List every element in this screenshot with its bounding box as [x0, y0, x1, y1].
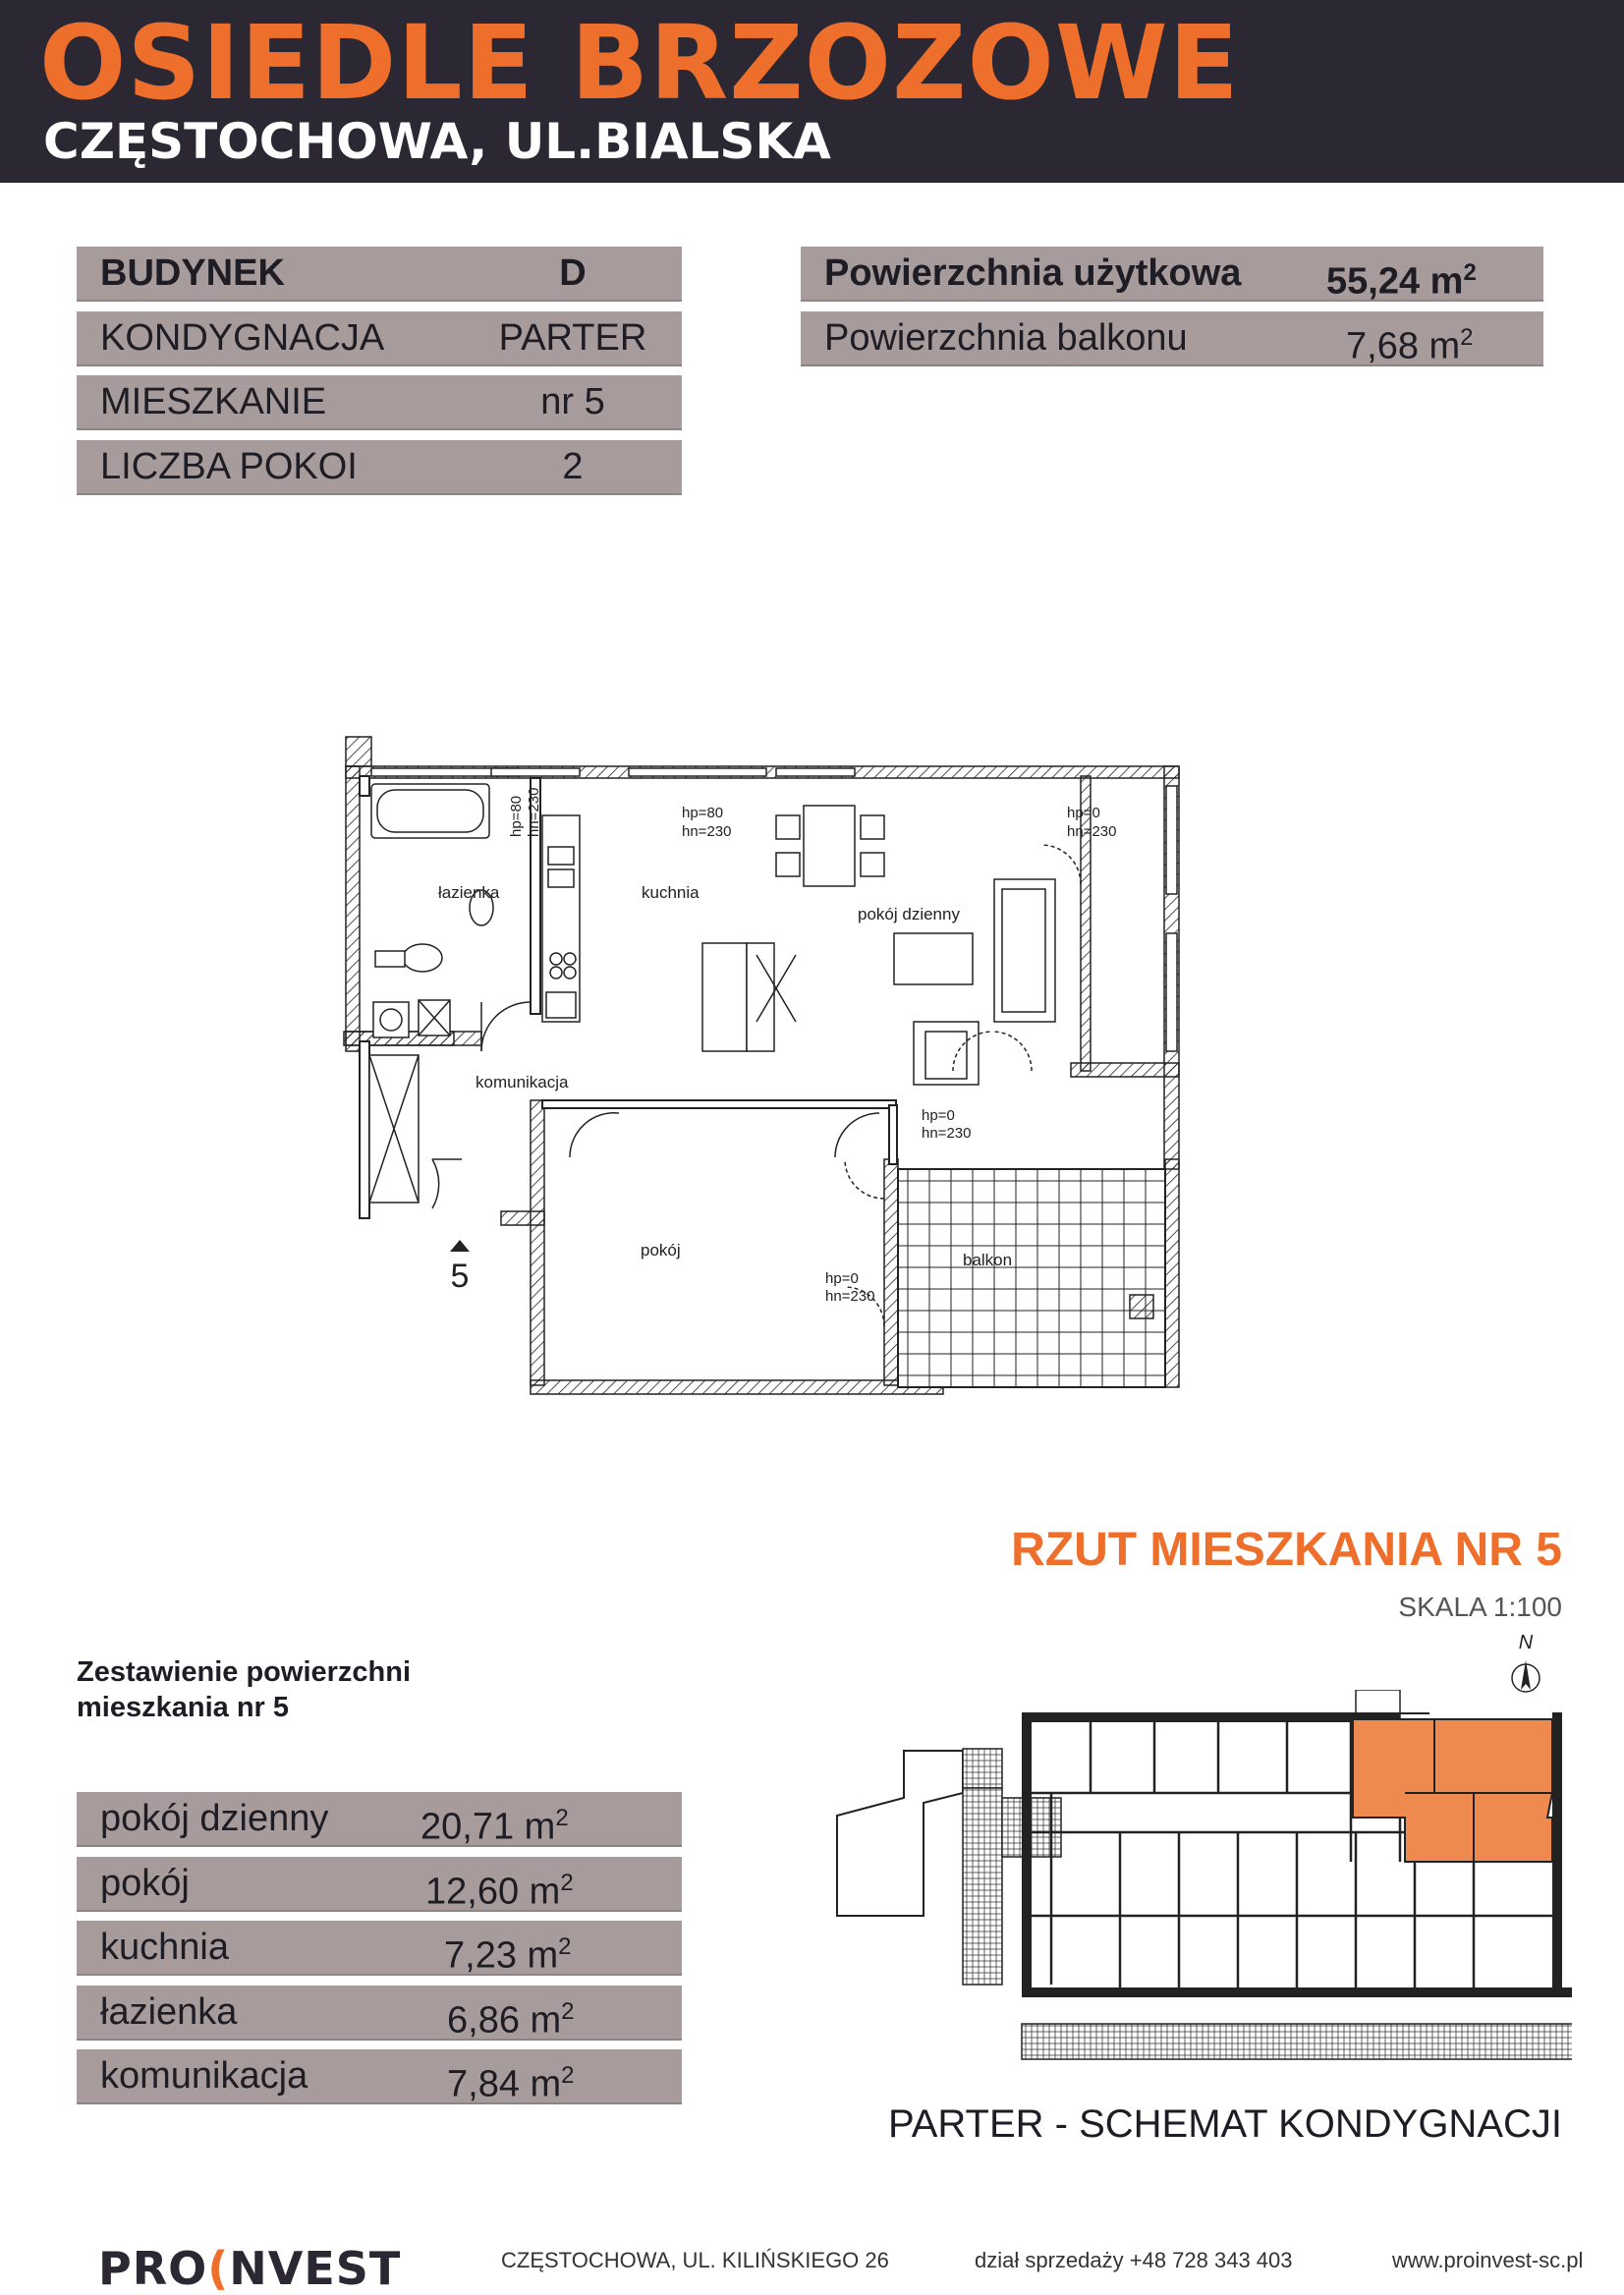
room-name: kuchnia	[100, 1927, 229, 1968]
room-label-hall: komunikacja	[476, 1073, 569, 1092]
area-value	[1346, 311, 1474, 373]
detail-label: BUDYNEK	[100, 252, 285, 294]
footer-address: CZĘSTOCHOWA, UL. KILIŃSKIEGO 26	[501, 2248, 889, 2272]
room-area	[444, 1921, 572, 1983]
room-area-number: 12,60 m	[425, 1871, 561, 1913]
room-area-sup: 2	[558, 1933, 572, 1960]
room-label-kitchen: kuchnia	[642, 883, 700, 902]
room-row	[77, 1986, 682, 2041]
area-label: Powierzchnia balkonu	[824, 317, 1188, 359]
detail-label: MIESZKANIE	[100, 381, 327, 422]
apartment-floor-plan	[324, 727, 1189, 1415]
storage-cupboard	[369, 1055, 419, 1203]
bath-window-hp: hp=80	[508, 795, 525, 837]
room-label-balcony: balkon	[963, 1251, 1013, 1269]
room-name: łazienka	[100, 1991, 238, 2033]
room-label-room: pokój	[641, 1241, 681, 1259]
living-window-hp: hp=0	[1067, 805, 1100, 821]
room-area-sup: 2	[561, 1998, 575, 2025]
area-label: Powierzchnia użytkowa	[824, 252, 1242, 294]
project-location: CZĘSTOCHOWA, UL.BIALSKA	[43, 113, 831, 170]
room-row	[77, 1792, 682, 1847]
detail-value: 2	[562, 446, 584, 487]
north-label: N	[1518, 1632, 1534, 1653]
room-area	[447, 1986, 575, 2047]
footer-sales-phone: dział sprzedaży +48 728 343 403	[975, 2248, 1293, 2272]
balcony-door-hn: hn=230	[922, 1125, 972, 1142]
bath-window-hn: hn=230	[526, 787, 542, 837]
room-door-hp: hp=0	[825, 1270, 859, 1287]
room-row	[77, 1857, 682, 1912]
room-label-bathroom: łazienka	[438, 883, 500, 902]
detail-label: LICZBA POKOI	[100, 446, 358, 487]
area-row-usable	[801, 247, 1543, 302]
room-label-living: pokój dzienny	[858, 905, 960, 924]
detail-value: D	[559, 252, 587, 294]
detail-row-rooms	[77, 440, 682, 495]
room-area-sup: 2	[560, 1870, 574, 1896]
project-title: OSIEDLE BRZOZOWE	[39, 3, 1240, 123]
detail-value: PARTER	[498, 317, 647, 359]
detail-row-building	[77, 247, 682, 302]
entrance-number: 5	[450, 1258, 470, 1295]
area-unit-sup: 2	[1460, 324, 1474, 351]
detail-row-apartment	[77, 375, 682, 430]
balcony	[898, 1159, 1179, 1387]
rooms-heading-line2: mieszkania nr 5	[77, 1692, 289, 1723]
floor-schema-diagram	[825, 1690, 1572, 2083]
room-door-hn: hn=230	[825, 1288, 875, 1305]
logo-text-left: PRO	[98, 2242, 208, 2295]
company-logo	[98, 2242, 401, 2295]
area-unit-sup: 2	[1463, 259, 1477, 286]
floor-plan-title: RZUT MIESZKANIA NR 5	[1011, 1524, 1562, 1576]
detail-row-floor	[77, 311, 682, 366]
room-area	[447, 2049, 575, 2111]
room-area-number: 7,84 m	[447, 2063, 562, 2105]
living-window-hn: hn=230	[1067, 823, 1117, 840]
apartment-5-highlight	[1353, 1719, 1552, 1862]
kitchen-window-hp: hp=80	[682, 805, 724, 821]
entrance-arrow-icon	[450, 1240, 470, 1252]
detail-label: KONDYGNACJA	[100, 317, 385, 359]
room-name: pokój dzienny	[100, 1798, 329, 1839]
room-name: pokój	[100, 1863, 190, 1904]
kitchen-window-hn: hn=230	[682, 823, 732, 840]
logo-swoosh-icon: (	[207, 2242, 230, 2295]
room-row	[77, 2049, 682, 2104]
area-row-balcony	[801, 311, 1543, 366]
living-furniture	[702, 806, 1055, 1085]
kitchen-fixtures	[542, 815, 580, 1022]
rooms-summary-heading	[77, 1654, 568, 1725]
detail-value: nr 5	[540, 381, 605, 422]
area-number: 7,68 m	[1346, 325, 1461, 367]
room-area-sup: 2	[561, 2062, 575, 2089]
balcony-door-hp: hp=0	[922, 1107, 955, 1124]
room-area	[425, 1857, 574, 1919]
header-banner	[0, 0, 1624, 183]
bathroom-fixtures	[371, 784, 493, 1037]
room-name: komunikacja	[100, 2055, 308, 2097]
footer-website-link[interactable]: www.proinvest-sc.pl	[1392, 2248, 1584, 2272]
scale-label: SKALA 1:100	[1398, 1592, 1562, 1622]
logo-text-right: NVEST	[229, 2242, 402, 2295]
room-area-sup: 2	[555, 1805, 569, 1831]
room-area	[420, 1792, 569, 1854]
area-value	[1326, 247, 1477, 308]
floor-schema-caption: PARTER - SCHEMAT KONDYGNACJI	[887, 2102, 1562, 2146]
room-area-number: 6,86 m	[447, 1999, 562, 2042]
room-area-number: 7,23 m	[444, 1934, 559, 1977]
rooms-heading-line1: Zestawienie powierzchni	[77, 1656, 412, 1688]
area-number: 55,24 m	[1326, 260, 1464, 303]
room-row	[77, 1921, 682, 1976]
room-area-number: 20,71 m	[420, 1806, 556, 1848]
